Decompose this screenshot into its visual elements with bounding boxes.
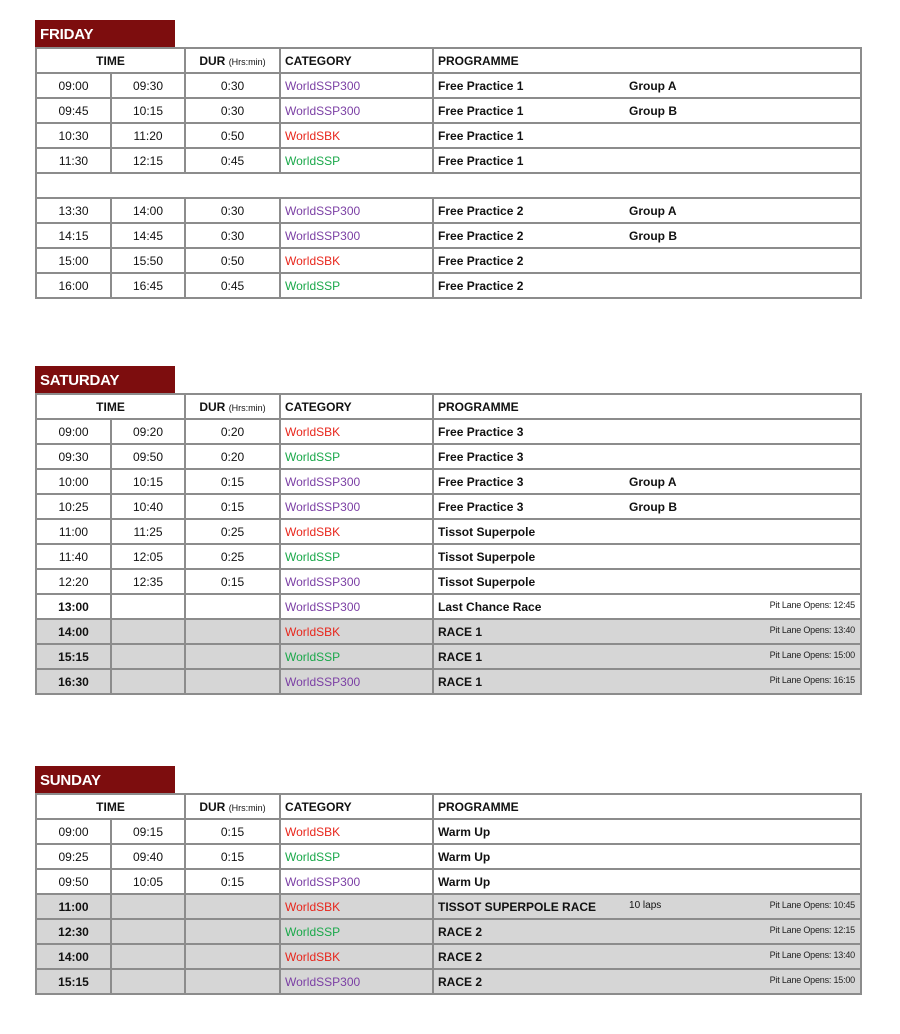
category-header: CATEGORY: [280, 394, 433, 419]
end-time: [111, 944, 185, 969]
programme-header: PROGRAMME: [433, 394, 861, 419]
programme-name: Free Practice 3: [438, 499, 524, 514]
start-time: 15:00: [36, 248, 111, 273]
end-time: 12:15: [111, 148, 185, 173]
pit-lane-note: Pit Lane Opens: 13:40: [769, 949, 855, 960]
programme-name: RACE 1: [438, 624, 483, 639]
laps-label: 10 laps: [629, 899, 662, 911]
category: WorldSSP300: [280, 569, 433, 594]
programme-name: Free Practice 2: [438, 278, 524, 293]
table-row: [36, 273, 861, 298]
category-header: CATEGORY: [280, 48, 433, 73]
table-row: [36, 444, 861, 469]
schedule-table: [35, 393, 862, 695]
programme-name: Free Practice 1: [438, 128, 524, 143]
start-time: 10:25: [36, 494, 111, 519]
category: WorldSSP300: [280, 869, 433, 894]
pit-lane-note: Pit Lane Opens: 15:00: [769, 974, 855, 985]
time-header: TIME: [36, 394, 185, 419]
start-time: 15:15: [36, 969, 111, 994]
table-row: [36, 494, 861, 519]
programme-name: Free Practice 1: [438, 78, 524, 93]
start-time: 11:40: [36, 544, 111, 569]
duration: 0:20: [185, 444, 280, 469]
header-row: [36, 48, 861, 73]
programme-cell: [433, 669, 861, 694]
start-time: 12:20: [36, 569, 111, 594]
category: WorldSBK: [280, 519, 433, 544]
category: WorldSBK: [280, 419, 433, 444]
duration-header-label: DUR: [199, 53, 226, 68]
programme-cell: [433, 248, 861, 273]
duration: 0:15: [185, 844, 280, 869]
end-time: 14:00: [111, 198, 185, 223]
end-time: 12:35: [111, 569, 185, 594]
duration: 0:25: [185, 544, 280, 569]
start-time: 11:30: [36, 148, 111, 173]
duration: [185, 919, 280, 944]
category: WorldSSP300: [280, 198, 433, 223]
duration: [185, 944, 280, 969]
pit-lane-note: Pit Lane Opens: 12:45: [769, 599, 855, 610]
start-time: 09:50: [36, 869, 111, 894]
programme-header: PROGRAMME: [433, 794, 861, 819]
programme-name: Free Practice 3: [438, 424, 524, 439]
programme-cell: [433, 969, 861, 994]
start-time: 09:45: [36, 98, 111, 123]
category: WorldSSP300: [280, 469, 433, 494]
category: WorldSBK: [280, 248, 433, 273]
duration-header-label: DUR: [199, 399, 226, 414]
start-time: 10:30: [36, 123, 111, 148]
start-time: 09:00: [36, 419, 111, 444]
table-row: [36, 869, 861, 894]
category: WorldSSP300: [280, 669, 433, 694]
programme-cell: [433, 198, 861, 223]
duration: 0:30: [185, 73, 280, 98]
duration: 0:25: [185, 519, 280, 544]
table-row: [36, 619, 861, 644]
category: WorldSSP: [280, 273, 433, 298]
day-section-friday: [35, 20, 862, 299]
pit-lane-note: Pit Lane Opens: 10:45: [769, 899, 855, 910]
table-row: [36, 98, 861, 123]
duration: [185, 669, 280, 694]
programme-cell: [433, 894, 861, 919]
duration-header: [185, 794, 280, 819]
category: WorldSSP300: [280, 73, 433, 98]
table-row: [36, 544, 861, 569]
duration: [185, 594, 280, 619]
programme-name: Free Practice 2: [438, 228, 524, 243]
break-row: [36, 173, 861, 198]
category: WorldSSP: [280, 444, 433, 469]
programme-cell: [433, 844, 861, 869]
header-row: [36, 394, 861, 419]
category: WorldSSP: [280, 544, 433, 569]
programme-cell: [433, 223, 861, 248]
programme-name: RACE 1: [438, 674, 483, 689]
time-header: TIME: [36, 48, 185, 73]
programme-name: RACE 2: [438, 974, 483, 989]
duration: 0:30: [185, 198, 280, 223]
category: WorldSBK: [280, 819, 433, 844]
table-row: [36, 519, 861, 544]
header-row: [36, 794, 861, 819]
duration: 0:15: [185, 869, 280, 894]
duration: 0:15: [185, 494, 280, 519]
table-row: [36, 198, 861, 223]
programme-cell: [433, 594, 861, 619]
end-time: [111, 644, 185, 669]
end-time: 09:50: [111, 444, 185, 469]
end-time: 11:20: [111, 123, 185, 148]
duration: [185, 894, 280, 919]
table-row: [36, 669, 861, 694]
table-row: [36, 894, 861, 919]
programme-name: Tissot Superpole: [438, 574, 536, 589]
end-time: 09:20: [111, 419, 185, 444]
start-time: 13:30: [36, 198, 111, 223]
end-time: 11:25: [111, 519, 185, 544]
programme-name: TISSOT SUPERPOLE RACE: [438, 899, 597, 914]
duration: 0:45: [185, 148, 280, 173]
category: WorldSSP300: [280, 494, 433, 519]
category: WorldSSP300: [280, 969, 433, 994]
duration: [185, 644, 280, 669]
start-time: 10:00: [36, 469, 111, 494]
programme-cell: [433, 519, 861, 544]
duration-header: [185, 394, 280, 419]
duration-header-label: DUR: [199, 799, 226, 814]
start-time: 16:00: [36, 273, 111, 298]
pit-lane-note: Pit Lane Opens: 12:15: [769, 924, 855, 935]
programme-name: Free Practice 3: [438, 449, 524, 464]
table-row: [36, 148, 861, 173]
table-row: [36, 644, 861, 669]
end-time: [111, 619, 185, 644]
programme-cell: [433, 98, 861, 123]
programme-cell: [433, 819, 861, 844]
group-label: Group A: [629, 78, 677, 93]
day-section-saturday: [35, 366, 862, 695]
break-cell: [36, 173, 861, 198]
start-time: 09:00: [36, 73, 111, 98]
table-row: [36, 944, 861, 969]
start-time: 12:30: [36, 919, 111, 944]
group-label: Group A: [629, 203, 677, 218]
category: WorldSSP: [280, 844, 433, 869]
time-header: TIME: [36, 794, 185, 819]
day-title: SUNDAY: [35, 766, 175, 793]
end-time: 10:15: [111, 98, 185, 123]
table-row: [36, 819, 861, 844]
start-time: 09:30: [36, 444, 111, 469]
group-label: Group A: [629, 474, 677, 489]
programme-header: PROGRAMME: [433, 48, 861, 73]
duration: 0:45: [185, 273, 280, 298]
pit-lane-note: Pit Lane Opens: 13:40: [769, 624, 855, 635]
programme-name: Free Practice 2: [438, 203, 524, 218]
start-time: 14:00: [36, 944, 111, 969]
day-section-sunday: [35, 766, 862, 995]
group-label: Group B: [629, 103, 678, 118]
programme-cell: [433, 73, 861, 98]
programme-cell: [433, 444, 861, 469]
category: WorldSBK: [280, 123, 433, 148]
end-time: 10:05: [111, 869, 185, 894]
category: WorldSBK: [280, 894, 433, 919]
duration-header-unit: (Hrs:min): [228, 56, 266, 67]
category-header: CATEGORY: [280, 794, 433, 819]
end-time: 14:45: [111, 223, 185, 248]
start-time: 14:15: [36, 223, 111, 248]
programme-name: Warm Up: [438, 874, 491, 889]
programme-name: RACE 2: [438, 924, 483, 939]
end-time: 09:40: [111, 844, 185, 869]
schedule-table: [35, 793, 862, 995]
start-time: 11:00: [36, 519, 111, 544]
duration: 0:15: [185, 569, 280, 594]
programme-cell: [433, 919, 861, 944]
category: WorldSSP: [280, 148, 433, 173]
start-time: 09:25: [36, 844, 111, 869]
programme-cell: [433, 123, 861, 148]
programme-cell: [433, 494, 861, 519]
pit-lane-note: Pit Lane Opens: 16:15: [769, 674, 855, 685]
table-row: [36, 469, 861, 494]
duration: 0:30: [185, 223, 280, 248]
category: WorldSSP300: [280, 223, 433, 248]
programme-name: Tissot Superpole: [438, 549, 536, 564]
programme-name: Warm Up: [438, 824, 491, 839]
programme-cell: [433, 544, 861, 569]
programme-cell: [433, 569, 861, 594]
category: WorldSSP: [280, 919, 433, 944]
group-label: Group B: [629, 499, 678, 514]
programme-cell: [433, 148, 861, 173]
duration: [185, 969, 280, 994]
category: WorldSBK: [280, 619, 433, 644]
table-row: [36, 223, 861, 248]
duration-header-unit: (Hrs:min): [228, 802, 266, 813]
end-time: 09:15: [111, 819, 185, 844]
start-time: 09:00: [36, 819, 111, 844]
end-time: 10:40: [111, 494, 185, 519]
schedule-table: [35, 47, 862, 299]
table-row: [36, 569, 861, 594]
programme-cell: [433, 619, 861, 644]
programme-cell: [433, 273, 861, 298]
end-time: 10:15: [111, 469, 185, 494]
table-row: [36, 844, 861, 869]
programme-cell: [433, 469, 861, 494]
end-time: [111, 669, 185, 694]
end-time: [111, 969, 185, 994]
programme-cell: [433, 869, 861, 894]
programme-name: Free Practice 3: [438, 474, 524, 489]
end-time: [111, 894, 185, 919]
table-row: [36, 123, 861, 148]
programme-name: Free Practice 1: [438, 153, 524, 168]
duration-header-unit: (Hrs:min): [228, 402, 266, 413]
duration: 0:50: [185, 248, 280, 273]
duration: 0:50: [185, 123, 280, 148]
start-time: 13:00: [36, 594, 111, 619]
duration: 0:15: [185, 819, 280, 844]
programme-name: RACE 1: [438, 649, 483, 664]
start-time: 11:00: [36, 894, 111, 919]
duration: 0:30: [185, 98, 280, 123]
day-title: SATURDAY: [35, 366, 175, 393]
duration: 0:15: [185, 469, 280, 494]
programme-name: Last Chance Race: [438, 599, 542, 614]
programme-cell: [433, 419, 861, 444]
duration: [185, 619, 280, 644]
category: WorldSBK: [280, 944, 433, 969]
end-time: [111, 919, 185, 944]
duration-header: [185, 48, 280, 73]
end-time: 12:05: [111, 544, 185, 569]
category: WorldSSP: [280, 644, 433, 669]
programme-name: Free Practice 2: [438, 253, 524, 268]
table-row: [36, 73, 861, 98]
programme-name: Free Practice 1: [438, 103, 524, 118]
end-time: 15:50: [111, 248, 185, 273]
start-time: 15:15: [36, 644, 111, 669]
programme-name: Tissot Superpole: [438, 524, 536, 539]
programme-name: Warm Up: [438, 849, 491, 864]
programme-cell: [433, 944, 861, 969]
category: WorldSSP300: [280, 98, 433, 123]
table-row: [36, 969, 861, 994]
group-label: Group B: [629, 228, 678, 243]
programme-cell: [433, 644, 861, 669]
duration: 0:20: [185, 419, 280, 444]
table-row: [36, 919, 861, 944]
category: WorldSSP300: [280, 594, 433, 619]
table-row: [36, 419, 861, 444]
programme-name: RACE 2: [438, 949, 483, 964]
end-time: 09:30: [111, 73, 185, 98]
day-title: FRIDAY: [35, 20, 175, 47]
table-row: [36, 248, 861, 273]
end-time: [111, 594, 185, 619]
start-time: 16:30: [36, 669, 111, 694]
table-row: [36, 594, 861, 619]
end-time: 16:45: [111, 273, 185, 298]
start-time: 14:00: [36, 619, 111, 644]
pit-lane-note: Pit Lane Opens: 15:00: [769, 649, 855, 660]
